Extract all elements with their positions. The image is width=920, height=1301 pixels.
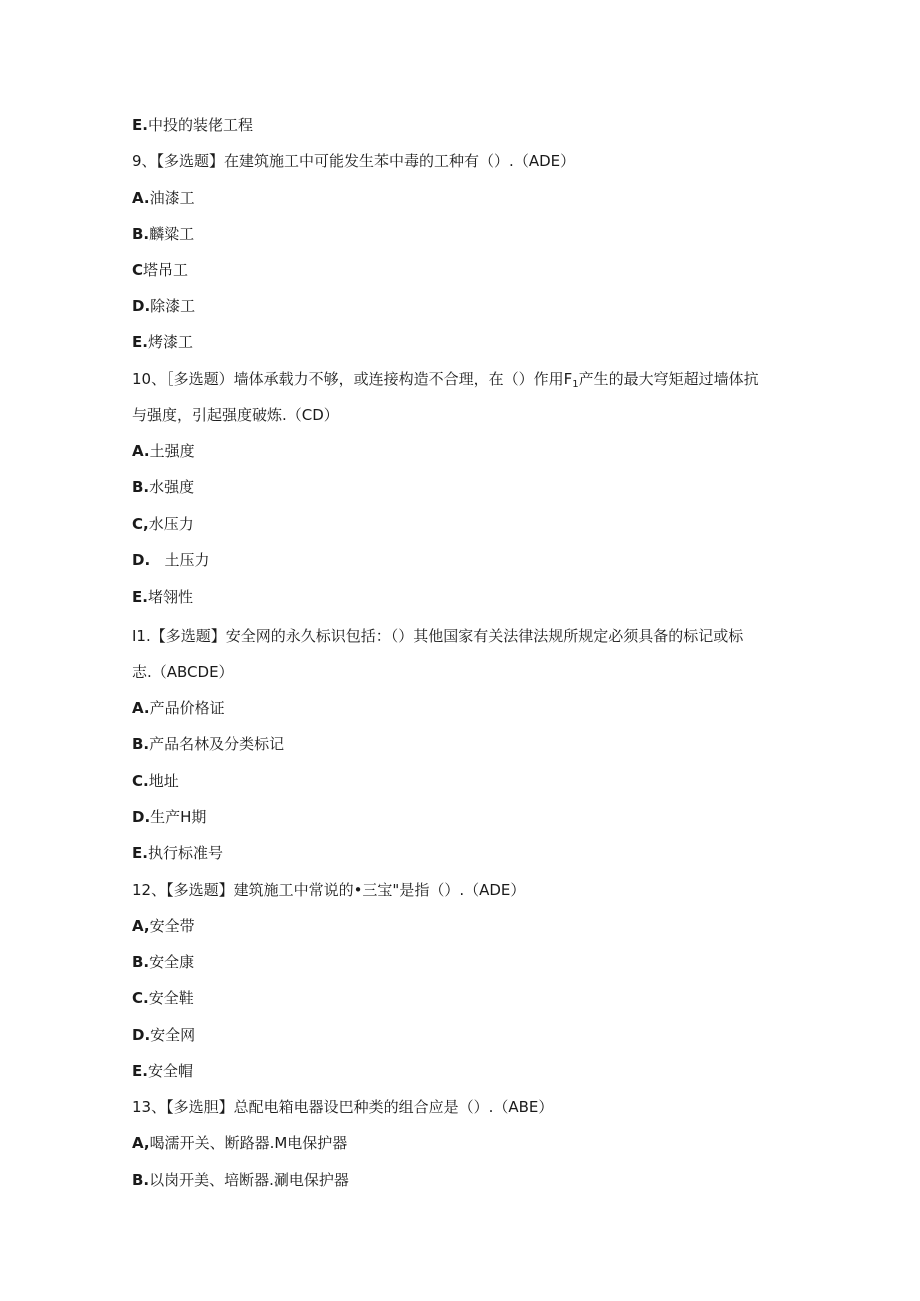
option-line xyxy=(132,807,206,827)
option-letter: B. xyxy=(132,478,150,496)
option-letter: A, xyxy=(132,1134,150,1152)
option-text: 安全帽 xyxy=(147,1062,193,1080)
option-letter: B. xyxy=(132,1171,150,1189)
option-text: 执行标准号 xyxy=(147,844,223,862)
option-text: 以岗开美、培断器.涮电保护器 xyxy=(149,1171,349,1189)
option-line xyxy=(132,1133,347,1153)
option-line xyxy=(132,224,194,244)
option-letter: C xyxy=(132,261,144,279)
question-line: 与强度，引起强度破炼.（CD） xyxy=(132,406,339,424)
option-letter: C. xyxy=(132,989,149,1007)
option-text: 喝濡开关、断路器.M电保护器 xyxy=(149,1134,348,1152)
option-line xyxy=(132,988,194,1008)
option-text: 中投的装佬工程 xyxy=(147,116,253,134)
option-letter: E. xyxy=(132,1062,148,1080)
option-letter: B. xyxy=(132,225,150,243)
subscript: 1 xyxy=(572,379,579,390)
option-line xyxy=(132,952,194,972)
option-letter: A. xyxy=(132,699,150,717)
option-text: 安全鞋 xyxy=(148,989,194,1007)
option-text: 安全康 xyxy=(149,953,195,971)
option-line xyxy=(132,771,179,791)
option-text: 堵翎性 xyxy=(147,588,193,606)
option-text: 油漆工 xyxy=(149,189,195,207)
option-text: 安全带 xyxy=(149,917,195,935)
question-text: 10、［多选题）墙体承载力不够，或连接构造不合理，在（）作用F xyxy=(132,370,573,388)
option-line xyxy=(132,587,193,607)
option-line xyxy=(132,260,188,280)
option-letter: B. xyxy=(132,953,150,971)
option-text: 安全网 xyxy=(150,1026,196,1044)
option-letter: E. xyxy=(132,116,148,134)
option-text: 烤漆工 xyxy=(147,333,193,351)
option-letter: D. xyxy=(132,808,151,826)
question-line: 9、【多选题】在建筑施工中可能发生苯中毒的工种有（）.（ADE） xyxy=(132,152,576,170)
option-line xyxy=(132,477,194,497)
question-line xyxy=(132,369,759,389)
option-text: 水压力 xyxy=(148,515,194,533)
option-text: 地址 xyxy=(148,772,179,790)
option-letter: D. xyxy=(132,551,151,569)
question-line: 13、【多选胆】总配电箱电器设巴种类的组合应是（）.（ABE） xyxy=(132,1098,554,1116)
option-line xyxy=(132,296,195,316)
option-line xyxy=(132,843,223,863)
question-line: 志.（ABCDE） xyxy=(132,663,234,681)
option-line xyxy=(132,332,193,352)
option-letter: A. xyxy=(132,189,150,207)
option-text: 除漆工 xyxy=(150,297,196,315)
option-line xyxy=(132,698,225,718)
option-text: 土压力 xyxy=(150,551,210,569)
option-letter: C, xyxy=(132,515,149,533)
option-letter: E. xyxy=(132,844,148,862)
option-text: 塔吊工 xyxy=(143,261,189,279)
option-letter: E. xyxy=(132,333,148,351)
option-line xyxy=(132,1061,193,1081)
option-line xyxy=(132,441,195,461)
option-text: 麟粱工 xyxy=(149,225,195,243)
question-line: 12、【多选题】建筑施工中常说的•三宝"是指（）.（ADE） xyxy=(132,881,526,899)
option-text: 土强度 xyxy=(149,442,195,460)
option-letter: D. xyxy=(132,297,151,315)
option-text: 生产H期 xyxy=(150,808,207,826)
option-line xyxy=(132,734,284,754)
option-line xyxy=(132,1025,195,1045)
option-letter: C. xyxy=(132,772,149,790)
option-letter: D. xyxy=(132,1026,151,1044)
option-line xyxy=(132,115,253,135)
question-text: 产生的最大穹矩超过墙体抗 xyxy=(578,370,759,388)
question-line: I1.【多选题】安全网的永久标识包括：（）其他国家有关法律法规所规定必须具备的标记或标 xyxy=(132,627,744,645)
option-line xyxy=(132,514,194,534)
option-letter: A. xyxy=(132,442,150,460)
option-line xyxy=(132,916,195,936)
option-line xyxy=(132,1170,349,1190)
option-text: 产品价格证 xyxy=(149,699,225,717)
option-line xyxy=(132,188,195,208)
option-letter: A, xyxy=(132,917,150,935)
option-letter: B. xyxy=(132,735,150,753)
option-line xyxy=(132,550,209,570)
option-text: 产品名林及分类标记 xyxy=(149,735,285,753)
option-letter: E. xyxy=(132,588,148,606)
option-text: 水强度 xyxy=(149,478,195,496)
